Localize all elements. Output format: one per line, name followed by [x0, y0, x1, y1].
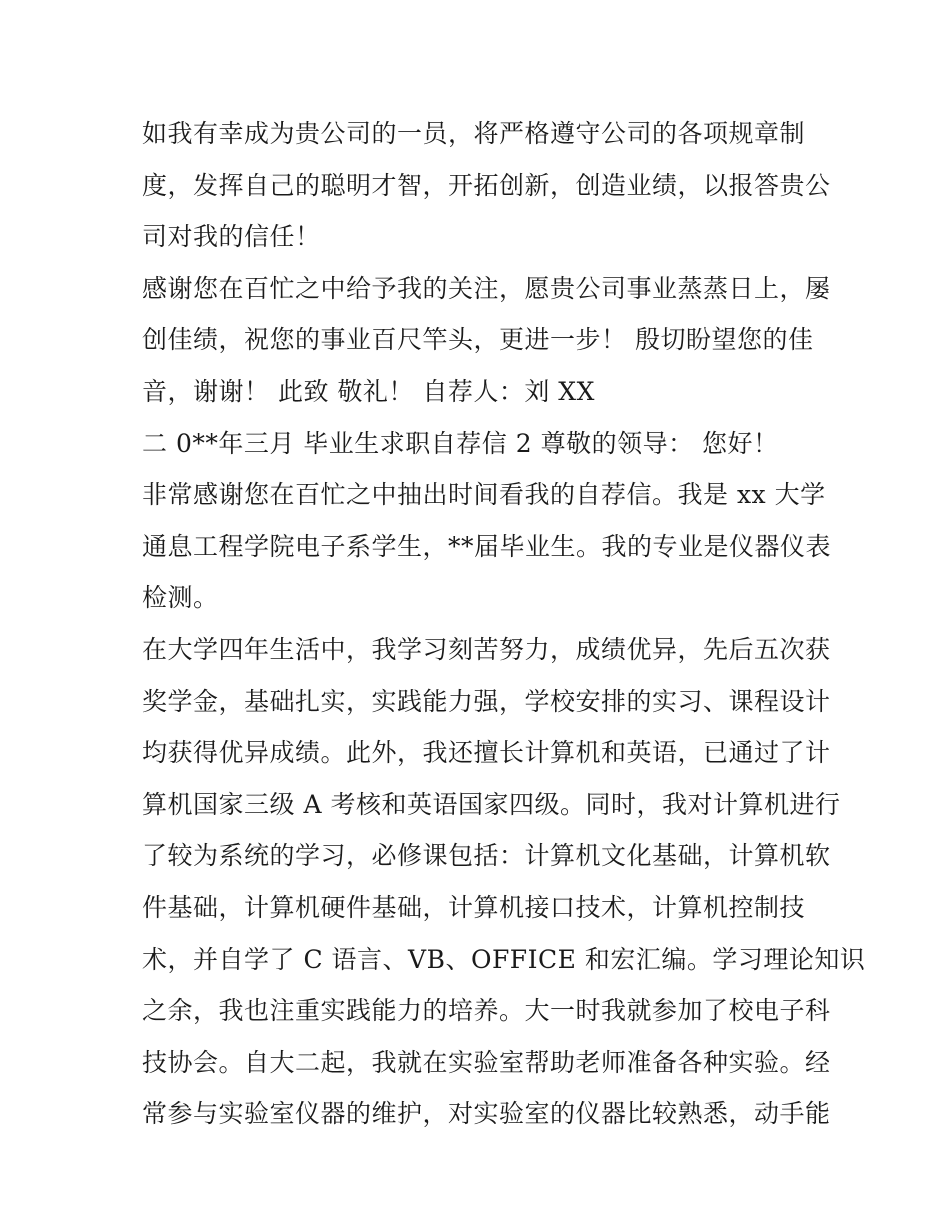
text-line: 司对我的信任！	[142, 222, 321, 252]
text-line: 在大学四年生活中，我学习刻苦努力，成绩优异，先后五次获	[142, 634, 831, 664]
text-line: 之余，我也注重实践能力的培养。大一时我就参加了校电子科	[142, 996, 831, 1026]
paragraph-university-life	[142, 624, 866, 1140]
text-line: 度，发挥自己的聪明才智，开拓创新，创造业绩，以报答贵公	[142, 170, 831, 200]
paragraph-introduction	[142, 469, 832, 624]
text-line: 二 0**年三月 毕业生求职自荐信 2 尊敬的领导： 您好！	[142, 428, 779, 458]
text-line: 非常感谢您在百忙之中抽出时间看我的自荐信。我是 xx 大学	[142, 480, 826, 510]
paragraph-thanks-signature	[142, 263, 831, 418]
text-line: 检测。	[142, 583, 219, 613]
text-line: 感谢您在百忙之中给予我的关注，愿贵公司事业蒸蒸日上，屡	[142, 273, 831, 303]
document-body	[142, 108, 866, 1140]
text-line: 音，谢谢！ 此致 敬礼！ 自荐人：刘 XX	[142, 376, 595, 406]
text-line: 术，并自学了 C 语言、VB、OFFICE 和宏汇编。学习理论知识	[142, 944, 866, 974]
text-line: 均获得优异成绩。此外，我还擅长计算机和英语，已通过了计	[142, 738, 831, 768]
text-line: 算机国家三级 A 考核和英语国家四级。同时，我对计算机进行	[142, 789, 841, 819]
text-line: 通息工程学院电子系学生，**届毕业生。我的专业是仪器仪表	[142, 531, 832, 561]
text-line: 技协会。自大二起，我就在实验室帮助老师准备各种实验。经	[142, 1047, 831, 1077]
text-line: 奖学金，基础扎实，实践能力强，学校安排的实习、课程设计	[142, 686, 831, 716]
paragraph-letter-heading	[142, 418, 822, 470]
text-line: 创佳绩，祝您的事业百尺竿头，更进一步！ 殷切盼望您的佳	[142, 325, 814, 355]
text-line: 常参与实验室仪器的维护，对实验室的仪器比较熟悉，动手能	[142, 1099, 831, 1129]
text-line: 了较为系统的学习，必修课包括：计算机文化基础，计算机软	[142, 841, 831, 871]
text-line: 件基础，计算机硬件基础，计算机接口技术，计算机控制技	[142, 892, 806, 922]
text-line: 如我有幸成为贵公司的一员，将严格遵守公司的各项规章制	[142, 119, 806, 148]
paragraph-closing-commitment	[142, 108, 831, 263]
